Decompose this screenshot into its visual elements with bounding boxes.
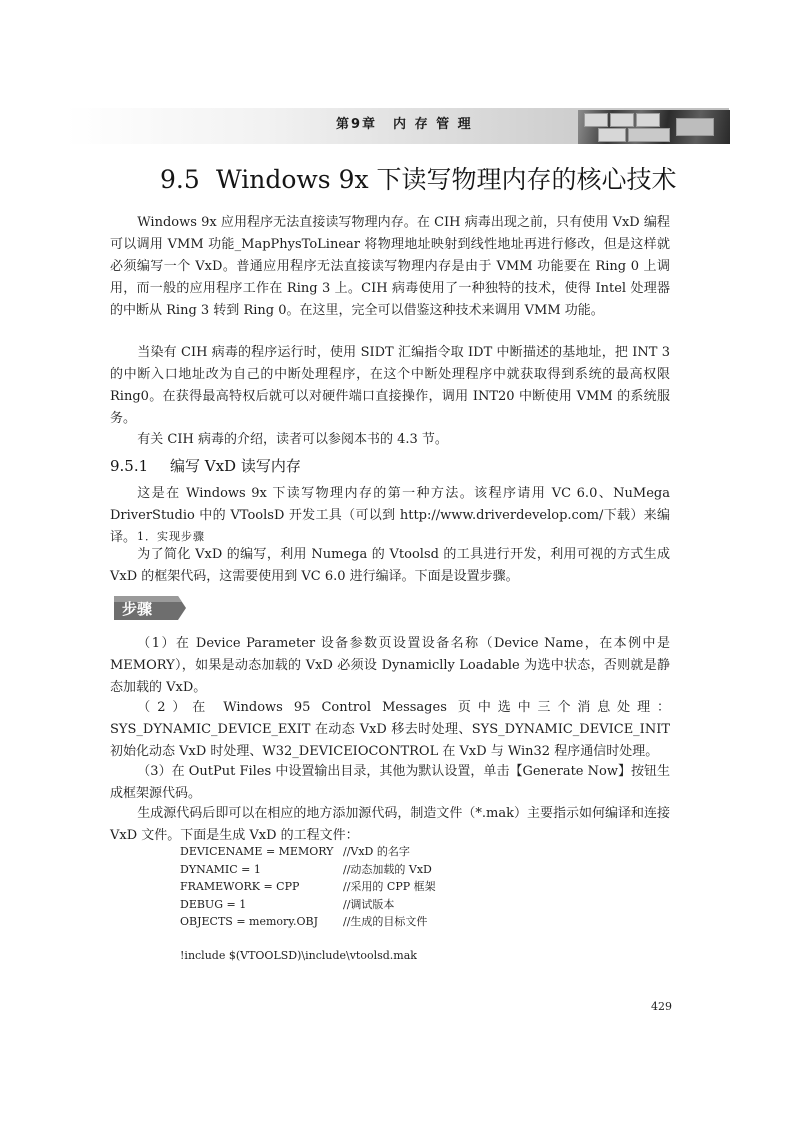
running-header <box>336 113 473 132</box>
code-statement: OBJECTS = memory.OBJ <box>180 915 319 928</box>
step-badge-label: 步骤 <box>122 600 153 618</box>
method-paragraph: 这是在 Windows 9x 下读写物理内存的第一种方法。该程序请用 VC 6.0、NuMega DriverStudio 中的 VToolsD 开发工具（可以到 http://www.driverdevelop.com/下载）来编译。 <box>110 486 670 545</box>
code-line <box>180 896 436 914</box>
code-line <box>180 861 436 879</box>
code-line <box>180 913 436 931</box>
code-statement: FRAMEWORK = CPP <box>180 880 300 893</box>
code-comment: //VxD 的名字 <box>343 845 410 858</box>
keyboard-photo-icon <box>578 110 730 144</box>
section-title-number: 9.5 <box>160 165 200 194</box>
project-file-paragraph: 生成源代码后即可以在相应的地方添加源代码，制造文件（*.mak）主要指示如何编译和连接 VxD 文件。下面是生成 VxD 的工程文件： <box>110 806 670 843</box>
intro-paragraph: Windows 9x 应用程序无法直接读写物理内存。在 CIH 病毒出现之前，只有使用 VxD 编程可以调用 VMM 功能_MapPhysToLinear 将物理地址映射到线性地址再进行修改，但是这样就必须编写一个 VxD。普通应用程序无法直接读写物理内存是由于 VMM 功能要在 Ring 0 上调用，而一般的应用程序工作在 Ring 3 上。CIH 病毒使用了一种独特的技术，使得 Intel 处理器的中断从 Ring 3 转到 Ring 0。在这里，完全可以借鉴这种技术来调用 VMM 功能。 <box>110 215 670 318</box>
step-3-paragraph: （3）在 OutPut Files 中设置输出目录，其他为默认设置，单击【Generate Now】按钮生成框架源代码。 <box>110 764 670 801</box>
section-title <box>160 160 677 196</box>
page-number: 429 <box>651 1000 672 1013</box>
step-heading: 1．实现步骤 <box>137 530 205 543</box>
reference-paragraph: 有关 CIH 病毒的介绍，读者可以参阅本书的 4.3 节。 <box>137 432 448 447</box>
subsection-title: 编写 VxD 读写内存 <box>170 457 301 475</box>
code-comment: //调试版本 <box>343 897 395 911</box>
code-listing <box>180 843 436 931</box>
subsection-number: 9.5.1 <box>110 457 149 475</box>
step-intro-paragraph: 为了简化 VxD 的编写，利用 Numega 的 Vtoolsd 的工具进行开发，利用可视的方式生成 VxD 的框架代码，这需要使用到 VC 6.0 进行编译。下面是设置步骤。 <box>110 547 670 584</box>
step-badge <box>112 593 188 623</box>
chapter-number: 第9章 <box>336 117 378 132</box>
subsection-heading <box>110 455 301 476</box>
code-comment: //生成的目标文件 <box>343 915 428 928</box>
code-statement: DYNAMIC = 1 <box>180 862 261 876</box>
code-comment: //动态加载的 VxD <box>343 862 432 876</box>
section-title-text: Windows 9x 下读写物理内存的核心技术 <box>216 165 677 194</box>
code-statement: DEBUG = 1 <box>180 897 247 911</box>
step-1-paragraph: （1）在 Device Parameter 设备参数页设置设备名称（Device Name，在本例中是 MEMORY），如果是动态加载的 VxD 必须设 Dynamiclly Loadable 为选中状态，否则就是静态加载的 VxD。 <box>110 636 670 695</box>
include-line: !include $(VTOOLSD)\include\vtoolsd.mak <box>180 949 417 962</box>
code-line <box>180 843 436 861</box>
step-2-paragraph: （2）在 Windows 95 Control Messages 页中选中三个消息处理：SYS_DYNAMIC_DEVICE_EXIT 在动态 VxD 移去时处理、SYS_DYNAMIC_DEVICE_INIT 初始化动态 VxD 时处理、W32_DEVICEIOCONTROL 在 VxD 与 Win32 程序通信时处理。 <box>110 700 670 759</box>
code-statement: DEVICENAME = MEMORY <box>180 845 334 858</box>
code-comment: //采用的 CPP 框架 <box>343 880 436 893</box>
code-line <box>180 878 436 896</box>
chapter-title: 内 存 管 理 <box>393 117 473 132</box>
cih-paragraph: 当染有 CIH 病毒的程序运行时，使用 SIDT 汇编指令取 IDT 中断描述的基地址，把 INT 3 的中断入口地址改为自己的中断处理程序，在这个中断处理程序中就获取得到系统的最高权限 Ring0。在获得最高特权后就可以对硬件端口直接操作，调用 INT20 中断使用 VMM 的系统服务。 <box>110 345 670 426</box>
